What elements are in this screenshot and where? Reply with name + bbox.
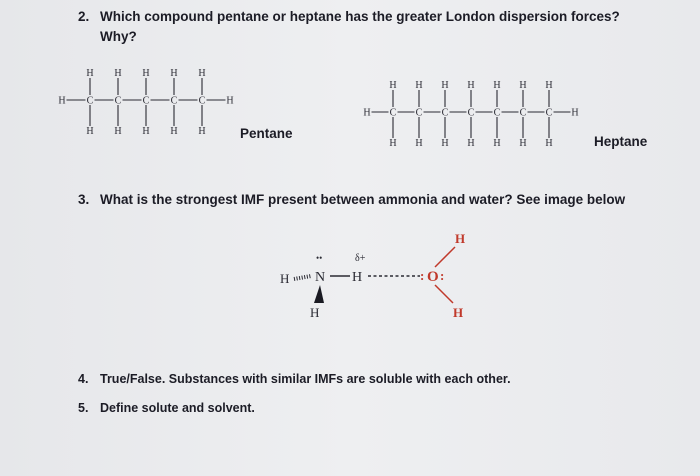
carbon-atom: C [142,95,150,107]
hashed-bond [294,276,311,279]
lone-pair: •• [316,253,323,263]
carbon-atom: C [545,107,553,119]
hydrogen-atom: H [467,80,475,91]
carbon-atom: C [493,107,501,119]
hydrogen-atom: H [58,95,66,107]
heptane-label: Heptane [594,134,648,149]
hydrogen-atom: H [493,138,501,149]
carbon-atom: C [441,107,449,119]
oxygen-atom: O [427,269,439,285]
carbon-atom: C [467,107,475,119]
pentane-structure [55,62,245,142]
hydrogen-atom: H [571,107,579,119]
ammonia-hydrogen-bottom: H [310,305,320,320]
question-text: What is the strongest IMF present between ammonia and water? See image below [100,192,626,207]
hydrogen-atom: H [441,80,449,91]
hydrogen-atom: H [415,80,423,91]
wedge-bond [314,285,324,303]
hydrogen-atom: H [198,126,206,137]
question-3 [78,190,625,210]
heptane-structure [355,76,595,152]
oxygen-lone-pair-left: : [420,268,425,283]
carbon-atom: C [389,107,397,119]
hydrogen-atom: H [363,107,371,119]
question-number: 4. [78,372,89,386]
question-number: 3. [78,192,90,207]
hydrogen-atom: H [198,68,206,79]
delta-plus: δ+ [355,253,366,264]
hydrogen-atom: H [226,95,234,107]
hydrogen-bond-diagram [275,225,475,325]
hydrogen-atom: H [441,138,449,149]
question-number: 2. [78,9,90,24]
question-2 [78,7,620,47]
question-number: 5. [78,401,89,415]
question-4 [78,369,511,389]
bonding-hydrogen: H [352,270,363,285]
hydrogen-atom: H [519,138,527,149]
nitrogen-atom: N [315,270,326,285]
o-h-bond-upper [435,247,455,267]
question-text-continued: Why? [100,29,137,44]
hydrogen-atom: H [170,126,178,137]
hydrogen-atom: H [493,80,501,91]
hydrogen-atom: H [545,138,553,149]
question-text: Which compound pentane or heptane has the greater London dispersion forces? [100,9,620,24]
carbon-atom: C [415,107,423,119]
hydrogen-atom: H [467,138,475,149]
question-text: True/False. Substances with similar IMFs are soluble with each other. [100,372,511,386]
hydrogen-atom: H [86,68,94,79]
carbon-atom: C [170,95,178,107]
hydrogen-atom: H [389,138,397,149]
o-h-bond-lower [435,285,453,303]
hydrogen-atom: H [142,68,150,79]
ammonia-hydrogen-left: H [280,271,290,286]
carbon-atom: C [114,95,122,107]
hydrogen-atom: H [114,126,122,137]
hydrogen-atom: H [519,80,527,91]
carbon-atom: C [519,107,527,119]
hydrogen-atom: H [545,80,553,91]
pentane-label: Pentane [240,126,293,141]
water-hydrogen-top: H [455,231,466,246]
water-hydrogen-bottom: H [453,305,464,320]
carbon-atom: C [86,95,94,107]
hydrogen-atom: H [389,80,397,91]
question-text: Define solute and solvent. [100,401,255,415]
hydrogen-atom: H [415,138,423,149]
hydrogen-atom: H [86,126,94,137]
oxygen-lone-pair-right: : [440,268,445,283]
carbon-atom: C [198,95,206,107]
question-5 [78,398,255,418]
hydrogen-atom: H [114,68,122,79]
hydrogen-atom: H [170,68,178,79]
hydrogen-atom: H [142,126,150,137]
